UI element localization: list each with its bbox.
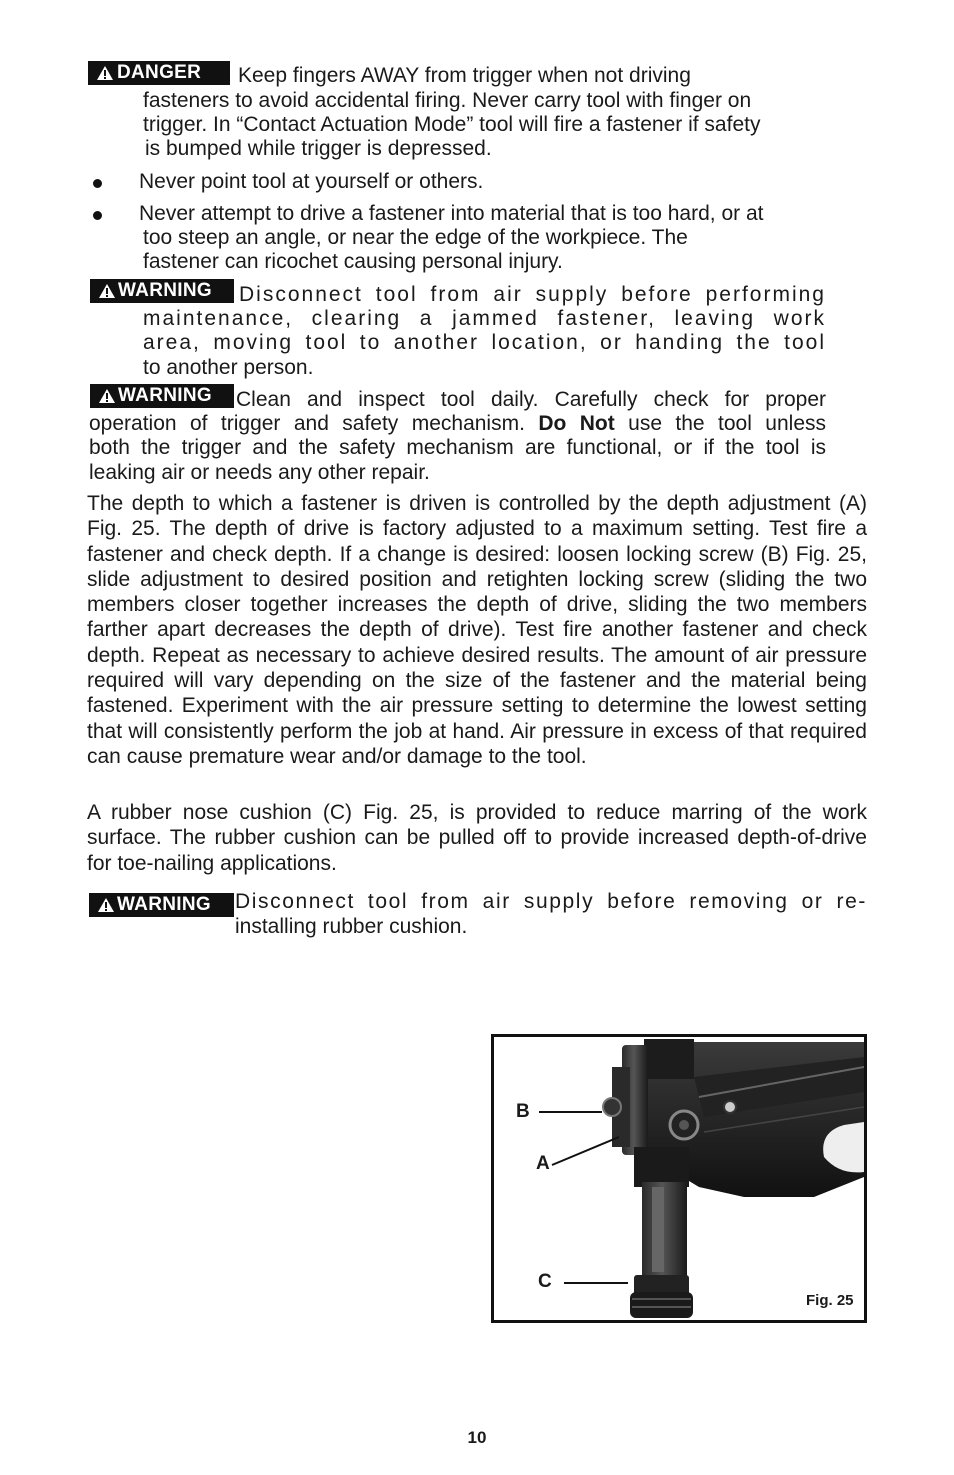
danger-badge-label: DANGER [117,62,202,83]
warning2-line-3: both the trigger and the safety mechanism are functional, or if the tool is [89,436,826,459]
page-number: 10 [467,1428,487,1447]
bullet-2-line-1: Never attempt to drive a fastener into material that is too hard, or at [139,202,764,225]
danger-badge [88,61,230,85]
warning2-line-2 [89,412,826,436]
warning-triangle-icon [98,283,116,299]
danger-line-4: is bumped while trigger is depressed. [145,137,492,160]
warning-triangle-icon [98,388,116,404]
warning-badge [90,384,234,408]
warning2-line-2-post: use the tool unless [628,412,826,435]
warning-badge-label: WARNING [118,280,212,301]
warning-badge-label: WARNING [117,894,211,915]
warning2-line-1: Clean and inspect tool daily. Carefully check for proper [236,388,826,411]
figure-caption: Fig. 25 [806,1292,854,1309]
warning-badge-label: WARNING [118,385,212,406]
warning1-line-2: maintenance, clearing a jammed fastener, leaving work [143,307,826,330]
danger-line-2: fasteners to avoid accidental firing. Never carry tool with finger on [143,89,752,112]
bullet-2-line-2: too steep an angle, or near the edge of the workpiece. The [143,226,688,249]
warning1-line-3: area, moving tool to another location, or handing the tool [143,331,826,354]
label-b: B [516,1101,530,1122]
warning2-line-4: leaking air or needs any other repair. [89,461,430,484]
warning-badge [90,279,234,303]
bullet-1-text: Never point tool at yourself or others. [139,170,484,193]
warning2-line-2-pre: operation of trigger and safety mechanism. [89,412,525,435]
danger-line-1: Keep fingers AWAY from trigger when not driving [238,64,691,87]
label-c: C [538,1271,552,1292]
warning1-line-1: Disconnect tool from air supply before performing [239,283,826,306]
depth-adjustment-paragraph: The depth to which a fastener is driven is controlled by the depth adjustment (A) Fig. 25. The depth of drive is factory adjusted to a maximum setting. Test fire a fastener and check depth. If a change is desired: loosen locking screw (B) Fig. 25, slide adjustment to desired position and retighten locking screw (sliding the two members closer together increases the depth of drive, sliding the two members farther apart decreases the depth of drive). Test fire another fastener and check depth. Repeat as necessary to achieve desired results. The amount of air pressure required will vary depending on the size of the fastener and the material being fastened. Experiment with the air pressure setting to determine the lowest setting that will consistently perform the job at hand. Air pressure in excess of that required can cause premature wear and/or damage to the tool. [87,492,867,768]
warning3-line-1: Disconnect tool from air supply before removing or re- [235,890,867,913]
bullet-dot [93,179,102,188]
bullet-dot [93,211,102,220]
bullet-2-line-3: fastener can ricochet causing personal injury. [143,250,563,273]
warning3-line-2: installing rubber cushion. [235,915,468,938]
nose-cushion-paragraph: A rubber nose cushion (C) Fig. 25, is provided to reduce marring of the work surface. The rubber cushion can be pulled off to provide increased depth-of-drive for toe-nailing applications. [87,801,867,875]
label-a: A [536,1153,550,1174]
danger-line-3: trigger. In “Contact Actuation Mode” tool will fire a fastener if safety [143,113,761,136]
figure-25 [491,1034,867,1323]
warning-badge [89,893,234,917]
do-not-emphasis: Do Not [538,412,615,435]
warning-triangle-icon [96,65,114,81]
warning-triangle-icon [97,897,115,913]
warning1-line-4: to another person. [143,356,314,379]
